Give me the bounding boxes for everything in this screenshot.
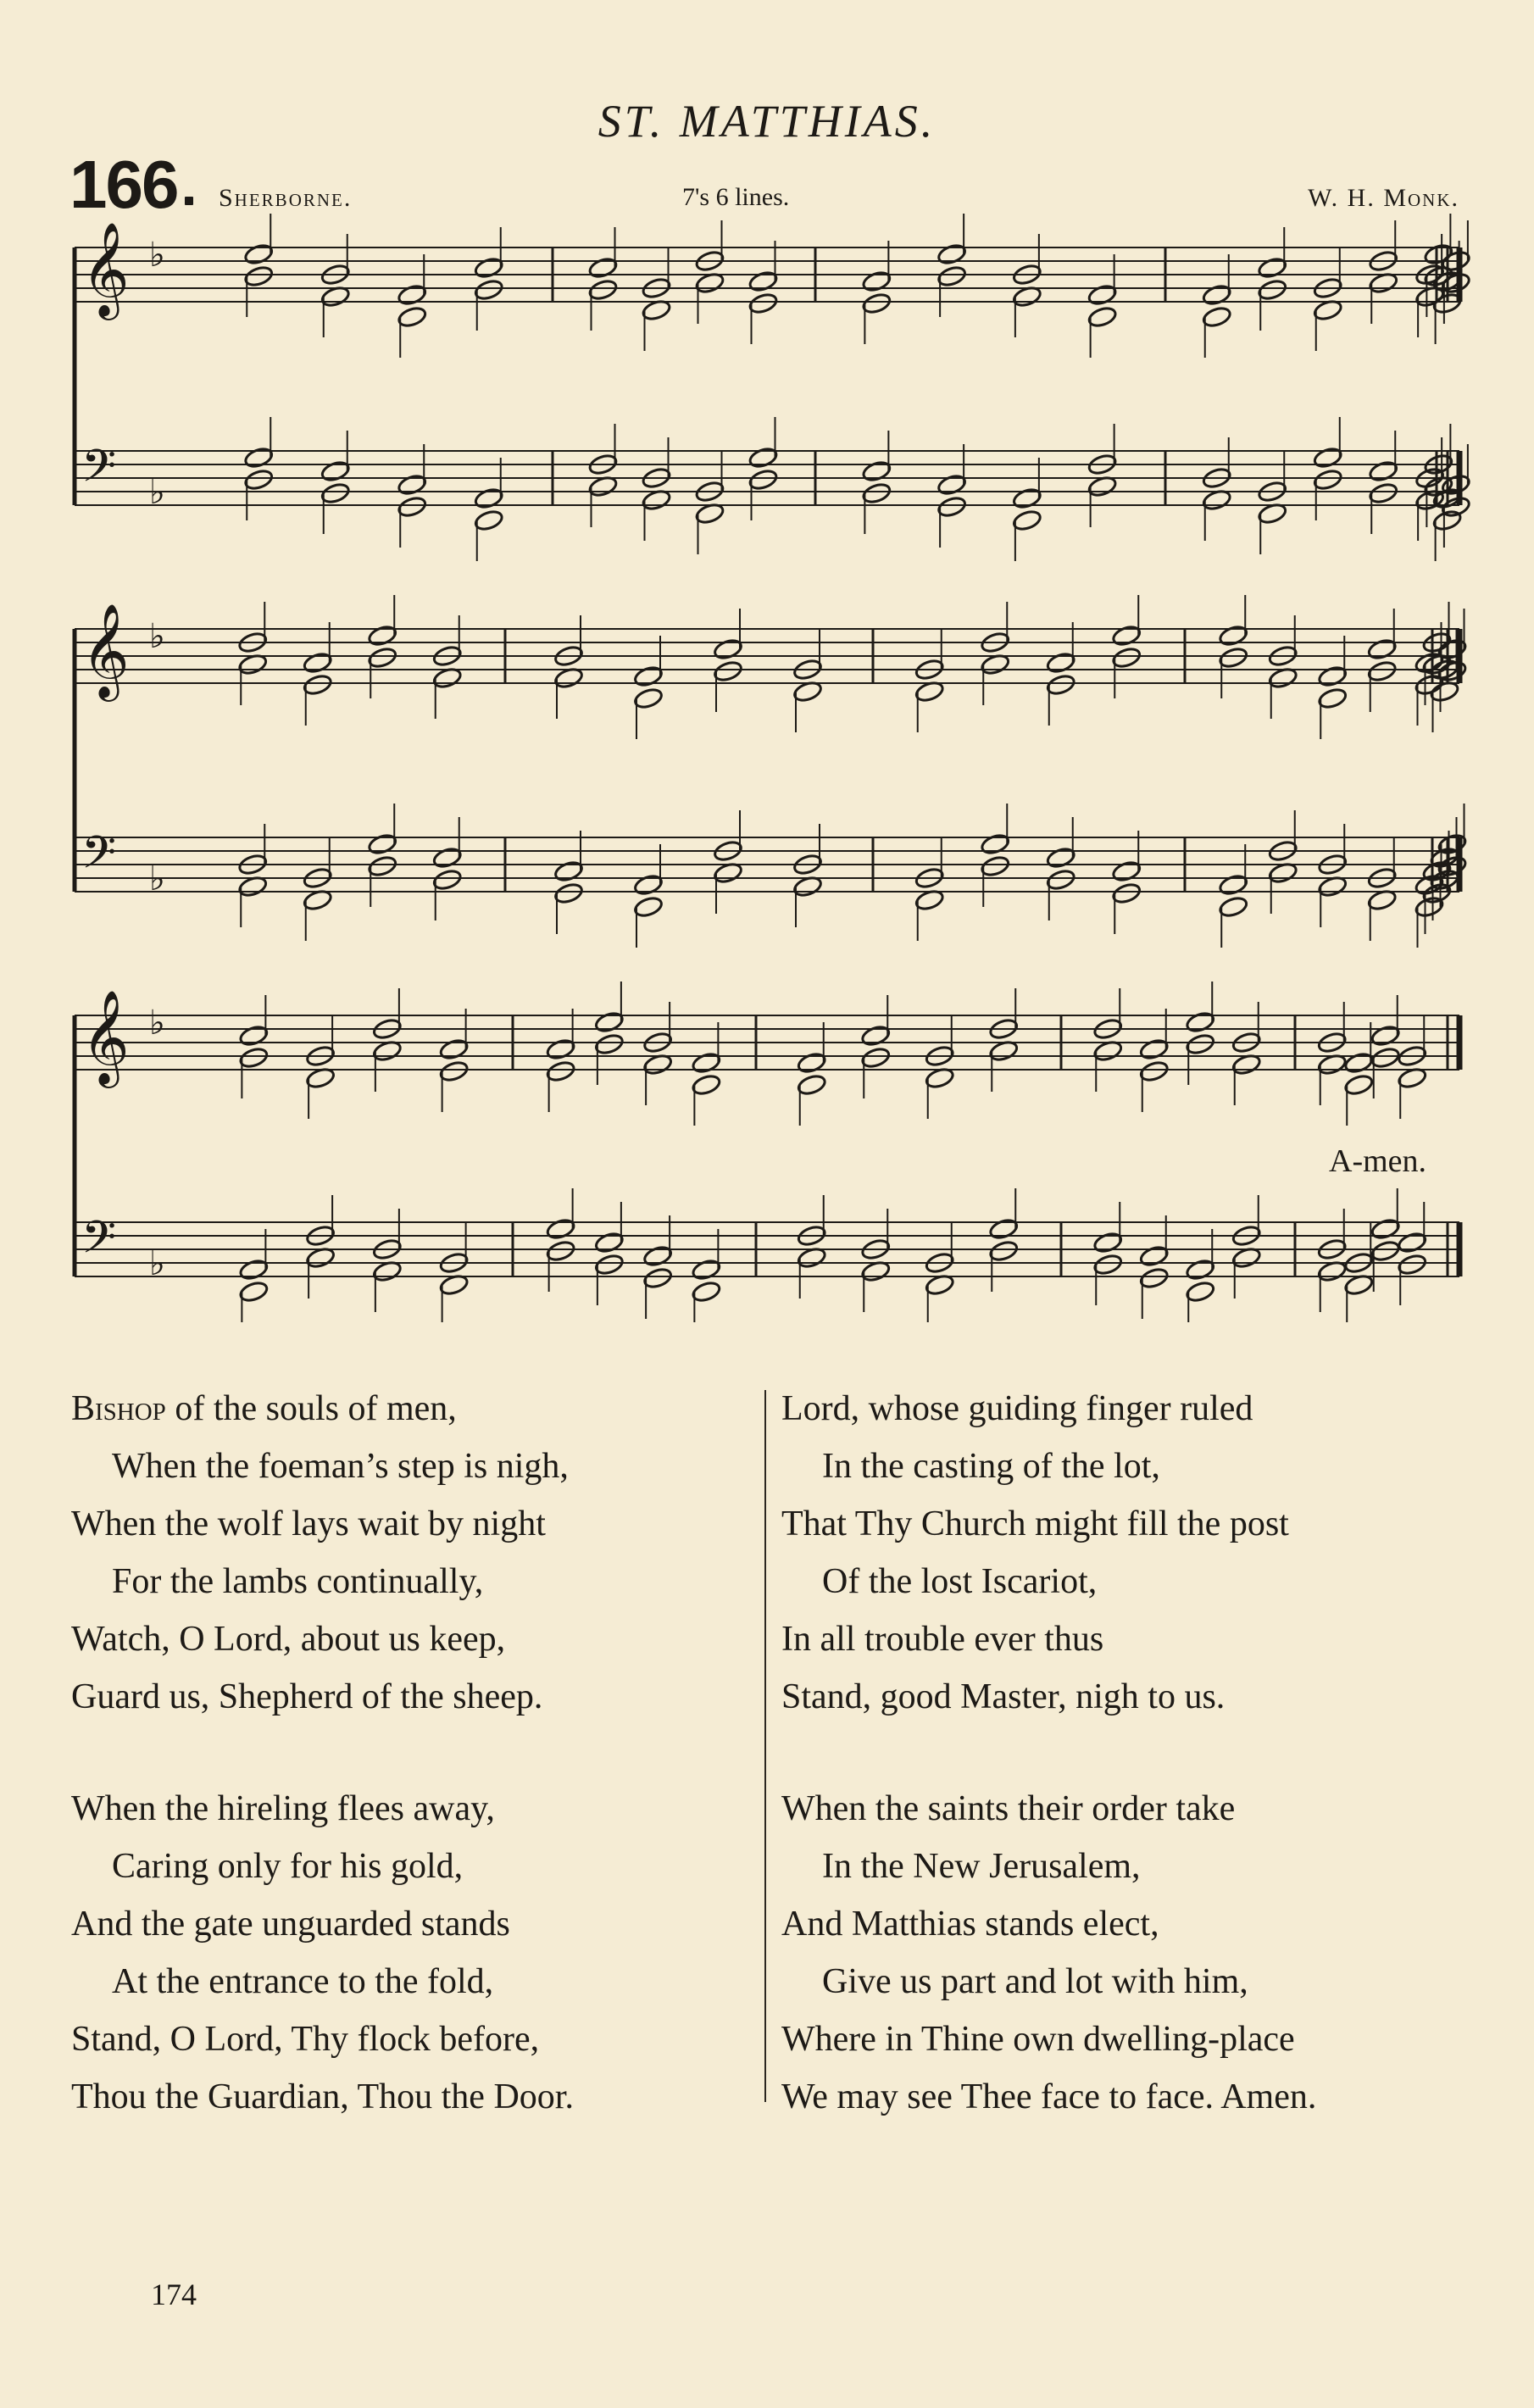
note-head bbox=[238, 1046, 269, 1070]
note-head bbox=[432, 846, 463, 870]
note-head bbox=[474, 487, 504, 510]
note-head bbox=[546, 1059, 576, 1083]
note-head bbox=[1218, 895, 1248, 919]
verse-1-line-1 bbox=[71, 1380, 569, 1438]
meter: 7's 6 lines. bbox=[682, 183, 790, 211]
note-head bbox=[1139, 1037, 1170, 1061]
flat-icon: ♭ bbox=[149, 617, 165, 656]
note-head bbox=[1313, 446, 1343, 470]
note-head bbox=[587, 278, 618, 302]
verse-1-initial-word: Bishop bbox=[71, 1389, 166, 1428]
tune-name: Sherborne. bbox=[219, 184, 353, 212]
verse-4-line-5: Where in Thine own dwelling-place bbox=[781, 2020, 1295, 2059]
note-head bbox=[988, 1239, 1019, 1263]
note-head bbox=[1370, 1024, 1401, 1048]
note-head bbox=[1317, 687, 1348, 710]
note-head bbox=[474, 278, 504, 302]
note-head bbox=[243, 446, 274, 470]
verse-4-line-1: When the saints their order take bbox=[781, 1789, 1236, 1828]
note-head bbox=[1343, 1051, 1374, 1075]
note-head bbox=[1092, 1231, 1123, 1254]
note-head bbox=[1368, 459, 1398, 483]
verse-2-line-2: In the casting of the lot, bbox=[822, 1447, 1160, 1486]
verse-2-line-1: Lord, whose guiding finger ruled bbox=[781, 1389, 1253, 1428]
note-head bbox=[1317, 665, 1348, 688]
note-head bbox=[1313, 468, 1343, 492]
verse-1-line-6: Guard us, Shepherd of the sheep. bbox=[71, 1677, 543, 1716]
note-head bbox=[713, 659, 743, 683]
note-head bbox=[553, 859, 584, 883]
verse-1-line-3: When the wolf lays wait by night bbox=[71, 1504, 546, 1543]
note-head bbox=[1111, 624, 1142, 648]
note-head bbox=[1432, 509, 1463, 532]
note-head bbox=[594, 1231, 625, 1254]
note-head bbox=[1092, 1253, 1123, 1276]
note-head bbox=[642, 1244, 673, 1268]
flat-icon: ♭ bbox=[149, 859, 165, 898]
note-head bbox=[1185, 1010, 1215, 1034]
verse-4-line-4: Give us part and lot with him, bbox=[822, 1962, 1248, 2001]
note-head bbox=[861, 459, 892, 483]
column-divider bbox=[764, 1390, 766, 2102]
verse-4-line-2: In the New Jerusalem, bbox=[822, 1847, 1141, 1886]
bass-clef-icon: 𝄢 bbox=[81, 1212, 117, 1275]
note-head bbox=[748, 270, 778, 293]
note-head bbox=[1111, 881, 1142, 905]
note-head bbox=[748, 446, 778, 470]
flat-icon: ♭ bbox=[149, 1244, 165, 1283]
verse-3-line-5: Stand, O Lord, Thy flock before, bbox=[71, 2020, 540, 2059]
note-head bbox=[1087, 283, 1118, 307]
note-head bbox=[642, 1266, 673, 1290]
note-head bbox=[474, 509, 504, 532]
note-head bbox=[1111, 646, 1142, 670]
note-head bbox=[1370, 1239, 1401, 1263]
verse-4 bbox=[781, 1780, 1316, 2126]
note-head bbox=[797, 1073, 827, 1097]
bass-clef-icon: 𝄢 bbox=[81, 441, 117, 503]
note-head bbox=[861, 270, 892, 293]
verse-4-line-6: We may see Thee face to face. Amen. bbox=[781, 2077, 1317, 2116]
note-head bbox=[1397, 1231, 1427, 1254]
verse-3-line-4: At the entrance to the fold, bbox=[112, 1962, 494, 2001]
note-head bbox=[1370, 1217, 1401, 1241]
note-head bbox=[474, 256, 504, 280]
note-head bbox=[397, 283, 427, 307]
note-head bbox=[594, 1032, 625, 1056]
note-head bbox=[587, 256, 618, 280]
note-head bbox=[367, 854, 397, 878]
note-head bbox=[1367, 659, 1398, 683]
verse-1-line-5: Watch, O Lord, about us keep, bbox=[71, 1620, 506, 1659]
amen-label: A-men. bbox=[1329, 1143, 1427, 1179]
verse-3 bbox=[71, 1780, 574, 2126]
note-head bbox=[1012, 509, 1042, 532]
note-head bbox=[713, 637, 743, 661]
note-head bbox=[1429, 846, 1459, 870]
note-head bbox=[432, 868, 463, 892]
note-head bbox=[397, 305, 427, 329]
note-head bbox=[320, 459, 351, 483]
note-head bbox=[691, 1258, 721, 1282]
flat-icon: ♭ bbox=[149, 1004, 165, 1043]
note-head bbox=[1202, 305, 1232, 329]
page-number: 174 bbox=[151, 2277, 197, 2311]
note-head bbox=[238, 1024, 269, 1048]
note-head bbox=[1046, 673, 1076, 697]
note-head bbox=[980, 854, 1010, 878]
page-title: ST. MATTHIAS. bbox=[597, 96, 937, 147]
verse-2-line-5: In all trouble ever thus bbox=[781, 1620, 1104, 1659]
note-head bbox=[1218, 873, 1248, 897]
note-head bbox=[748, 292, 778, 315]
note-head bbox=[1139, 1266, 1170, 1290]
flat-icon: ♭ bbox=[149, 236, 165, 275]
note-head bbox=[594, 1010, 625, 1034]
note-head bbox=[546, 1217, 576, 1241]
note-head bbox=[1370, 1046, 1401, 1070]
note-head bbox=[748, 468, 778, 492]
note-head bbox=[1257, 256, 1287, 280]
verse-3-line-3: And the gate unguarded stands bbox=[71, 1905, 510, 1944]
note-head bbox=[1202, 283, 1232, 307]
note-head bbox=[633, 895, 664, 919]
bass-clef-icon: 𝄢 bbox=[81, 827, 117, 890]
verse-4-line-3: And Matthias stands elect, bbox=[781, 1905, 1159, 1944]
note-head bbox=[861, 481, 892, 505]
note-head bbox=[1397, 1253, 1427, 1276]
note-head bbox=[1046, 651, 1076, 675]
note-head bbox=[937, 242, 967, 266]
treble-clef-icon: 𝄞 bbox=[81, 221, 130, 316]
treble-clef-icon: 𝄞 bbox=[81, 989, 130, 1084]
note-head bbox=[988, 1217, 1019, 1241]
note-head bbox=[553, 881, 584, 905]
flat-icon: ♭ bbox=[149, 473, 165, 512]
hymn-number: 166 bbox=[69, 147, 178, 222]
note-head bbox=[367, 646, 397, 670]
note-head bbox=[1111, 859, 1142, 883]
note-head bbox=[691, 1073, 721, 1097]
note-head bbox=[303, 651, 333, 675]
note-head bbox=[1087, 305, 1118, 329]
note-head bbox=[243, 242, 274, 266]
note-head bbox=[1185, 1280, 1215, 1304]
note-head bbox=[320, 481, 351, 505]
verse-2 bbox=[781, 1380, 1289, 1726]
note-head bbox=[1185, 1258, 1215, 1282]
note-head bbox=[243, 468, 274, 492]
note-head bbox=[1185, 1032, 1215, 1056]
note-head bbox=[633, 665, 664, 688]
note-head bbox=[980, 832, 1010, 856]
verse-3-line-6: Thou the Guardian, Thou the Door. bbox=[71, 2077, 574, 2116]
composer: W. H. Monk. bbox=[1308, 184, 1459, 212]
note-head bbox=[1423, 242, 1453, 266]
note-head bbox=[367, 624, 397, 648]
note-head bbox=[1414, 895, 1444, 919]
note-head bbox=[243, 264, 274, 288]
verse-3-line-2: Caring only for his gold, bbox=[112, 1847, 464, 1886]
verse-2-line-3: That Thy Church might fill the post bbox=[781, 1504, 1289, 1543]
note-head bbox=[633, 687, 664, 710]
note-head bbox=[439, 1037, 470, 1061]
verse-1-line-1-rest: of the souls of men, bbox=[165, 1389, 457, 1428]
note-head bbox=[860, 1046, 891, 1070]
note-head bbox=[439, 1059, 470, 1083]
note-head bbox=[1257, 278, 1287, 302]
note-head bbox=[1139, 1244, 1170, 1268]
note-head bbox=[1012, 487, 1042, 510]
note-head bbox=[397, 495, 427, 519]
verse-2-line-4: Of the lost Iscariot, bbox=[822, 1562, 1098, 1601]
verse-1-line-2: When the foeman’s step is nigh, bbox=[112, 1447, 569, 1486]
note-head bbox=[238, 1280, 269, 1304]
verse-1-line-4: For the lambs continually, bbox=[112, 1562, 484, 1601]
note-head bbox=[691, 1051, 721, 1075]
note-head bbox=[937, 264, 967, 288]
note-head bbox=[546, 1239, 576, 1263]
note-head bbox=[238, 1258, 269, 1282]
note-head bbox=[1046, 846, 1076, 870]
note-head bbox=[937, 473, 967, 497]
note-head bbox=[937, 495, 967, 519]
treble-clef-icon: 𝄞 bbox=[81, 603, 130, 698]
verse-2-line-6: Stand, good Master, nigh to us. bbox=[781, 1677, 1226, 1716]
note-head bbox=[546, 1037, 576, 1061]
note-head bbox=[303, 673, 333, 697]
note-head bbox=[1367, 637, 1398, 661]
note-head bbox=[797, 1051, 827, 1075]
note-head bbox=[397, 473, 427, 497]
note-head bbox=[861, 292, 892, 315]
note-head bbox=[1218, 624, 1248, 648]
note-head bbox=[1343, 1073, 1374, 1097]
note-head bbox=[691, 1280, 721, 1304]
note-head bbox=[1046, 868, 1076, 892]
note-head bbox=[1218, 646, 1248, 670]
note-head bbox=[367, 832, 397, 856]
note-head bbox=[1368, 481, 1398, 505]
note-head bbox=[633, 873, 664, 897]
verse-1 bbox=[71, 1380, 569, 1726]
note-head bbox=[594, 1253, 625, 1276]
note-head bbox=[860, 1024, 891, 1048]
verse-3-line-1: When the hireling flees away, bbox=[71, 1789, 495, 1828]
note-head bbox=[1139, 1059, 1170, 1083]
